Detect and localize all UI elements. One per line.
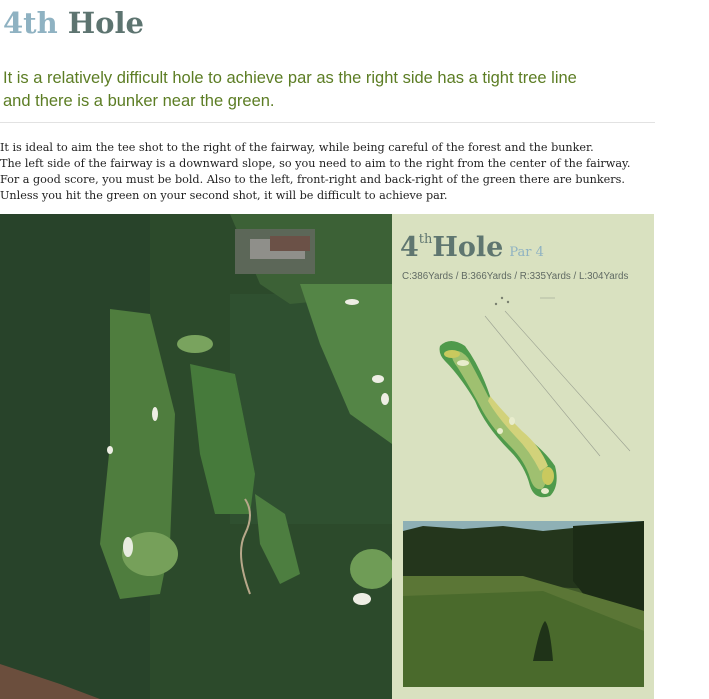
aerial-photo [0,214,392,699]
title-number: 4th [3,6,58,40]
title-word: Hole [67,6,144,40]
aerial-photo-image [0,214,392,699]
card-par: Par 4 [509,245,544,260]
card-title [400,232,544,263]
lead-text: It is a relatively difficult hole to achieve par as the right side has a tight tree line and there is a bunker near the green. [3,69,577,110]
description-line: For a good score, you must be bold. Also to the left, front-right and back-right of the green there are bunkers. [0,173,625,186]
description-line: Unless you hit the green on your second shot, it will be difficult to achieve par. [0,189,448,202]
hole-info-card [392,214,654,699]
hole-description [0,140,709,204]
description-line: It is ideal to aim the tee shot to the right of the fairway, while being careful of the forest and the bunker. [0,141,594,154]
card-hole-suffix: th [418,232,433,247]
hole-layout-map [430,286,650,511]
tee-view-photo-image [403,521,644,687]
hole-layout-diagram [430,286,650,511]
page-title [3,2,144,44]
card-hole-number: 4 [400,232,419,263]
card-hole-word: Hole [432,232,504,263]
divider [0,122,655,123]
description-line: The left side of the fairway is a downward slope, so you need to aim to the right from the center of the fairway. [0,157,631,170]
tee-view-photo [403,521,644,687]
card-yardage: C:386Yards / B:366Yards / R:335Yards / L:304Yards [402,271,629,282]
